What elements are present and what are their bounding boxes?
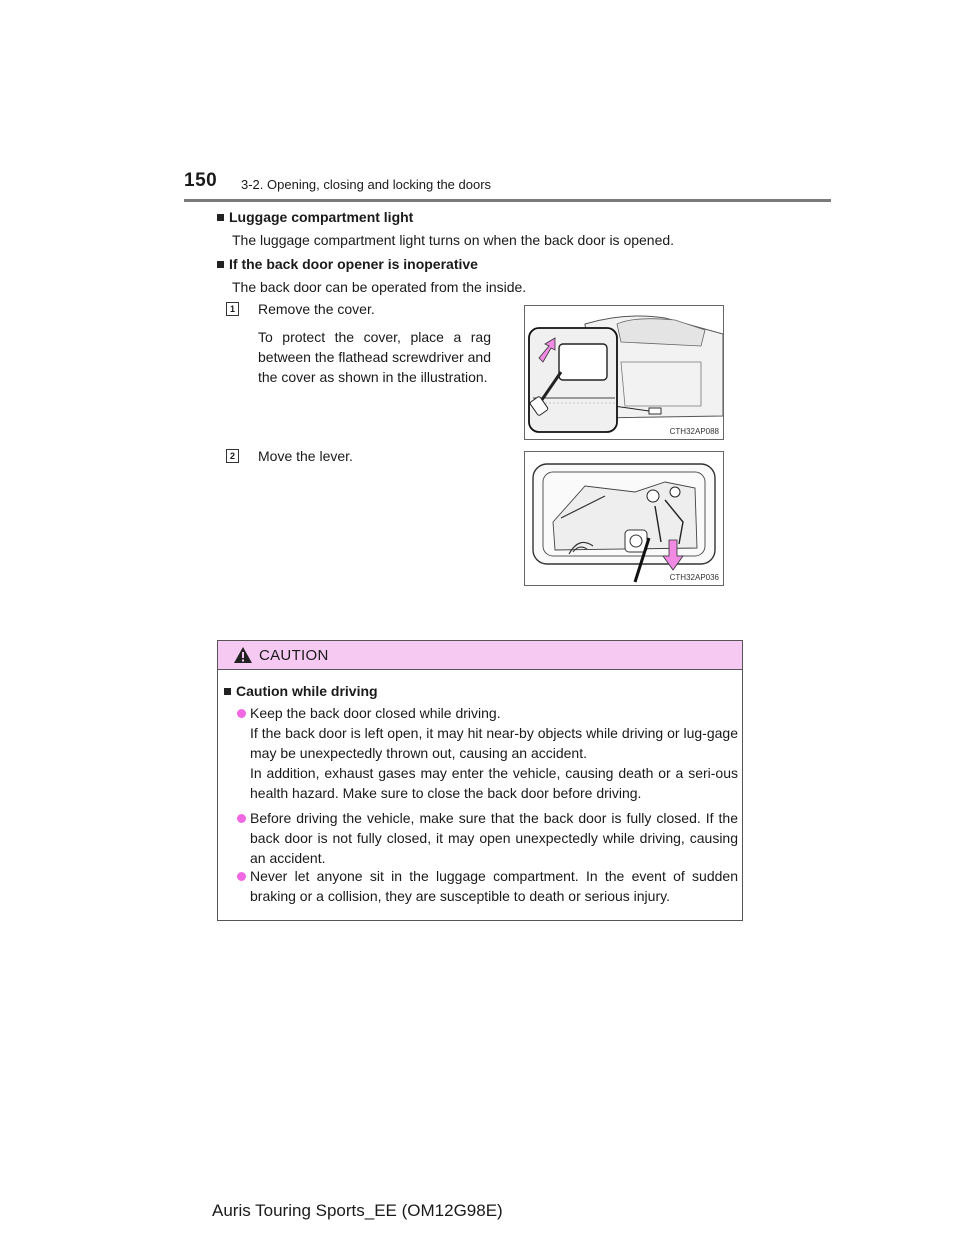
heading-opener-inoperative — [217, 256, 478, 272]
section-title: 3-2. Opening, closing and locking the doors — [241, 177, 492, 192]
warning-triangle-icon — [233, 646, 253, 664]
bullet-dot-icon — [237, 872, 246, 881]
figure-move-lever — [524, 451, 724, 586]
caution-label: CAUTION — [259, 646, 329, 664]
figure-code-2: CTH32AP036 — [669, 573, 719, 582]
caution-item-3-text: Never let anyone sit in the luggage compartment. In the event of sudden braking or a collision, they are susceptible to death or serious injury. — [250, 868, 738, 904]
move-lever-illustration — [525, 452, 723, 585]
header-rule — [184, 199, 831, 202]
page-number: 150 — [184, 170, 218, 191]
bullet-dot-icon — [237, 814, 246, 823]
heading-text: Luggage compartment light — [229, 209, 414, 225]
caution-header — [218, 641, 742, 670]
step-2-title: Move the lever. — [258, 448, 353, 464]
step-number-1: 1 — [226, 302, 239, 316]
caution-item-1 — [237, 703, 738, 803]
step-number-2: 2 — [226, 449, 239, 463]
caution-item-1-line-3: In addition, exhaust gases may enter the vehicle, causing death or a seri-ous health hazard. Make sure to close the back door before driving. — [250, 765, 738, 801]
square-bullet-icon — [217, 261, 224, 268]
caution-item-2-text: Before driving the vehicle, make sure that the back door is fully closed. If the back door is not fully closed, it may open unexpectedly while driving, causing an accident. — [250, 810, 738, 866]
caution-item-1-line-1: Keep the back door closed while driving. — [250, 705, 501, 721]
caution-heading — [224, 683, 378, 699]
footer-model-text: Auris Touring Sports_EE (OM12G98E) — [212, 1201, 503, 1220]
figure-remove-cover — [524, 305, 724, 440]
caution-item-2 — [237, 808, 738, 868]
heading-text: If the back door opener is inoperative — [229, 256, 478, 272]
step-1-title: Remove the cover. — [258, 301, 375, 317]
caution-heading-text: Caution while driving — [236, 683, 378, 699]
square-bullet-icon — [217, 214, 224, 221]
remove-cover-illustration — [525, 306, 723, 439]
opener-inoperative-text: The back door can be operated from the inside. — [232, 279, 527, 295]
caution-item-3 — [237, 866, 738, 906]
caution-item-1-line-2: If the back door is left open, it may hit near-by objects while driving or lug-gage may be unexpectedly thrown out, causing an accident. — [250, 725, 738, 761]
step-1-detail: To protect the cover, place a rag between the flathead screwdriver and the cover as shown in the illustration. — [258, 329, 491, 385]
figure-code-1: CTH32AP088 — [669, 427, 719, 436]
bullet-dot-icon — [237, 709, 246, 718]
luggage-light-text: The luggage compartment light turns on when the back door is opened. — [232, 232, 675, 248]
square-bullet-icon — [224, 688, 231, 695]
heading-luggage-light — [217, 209, 413, 225]
